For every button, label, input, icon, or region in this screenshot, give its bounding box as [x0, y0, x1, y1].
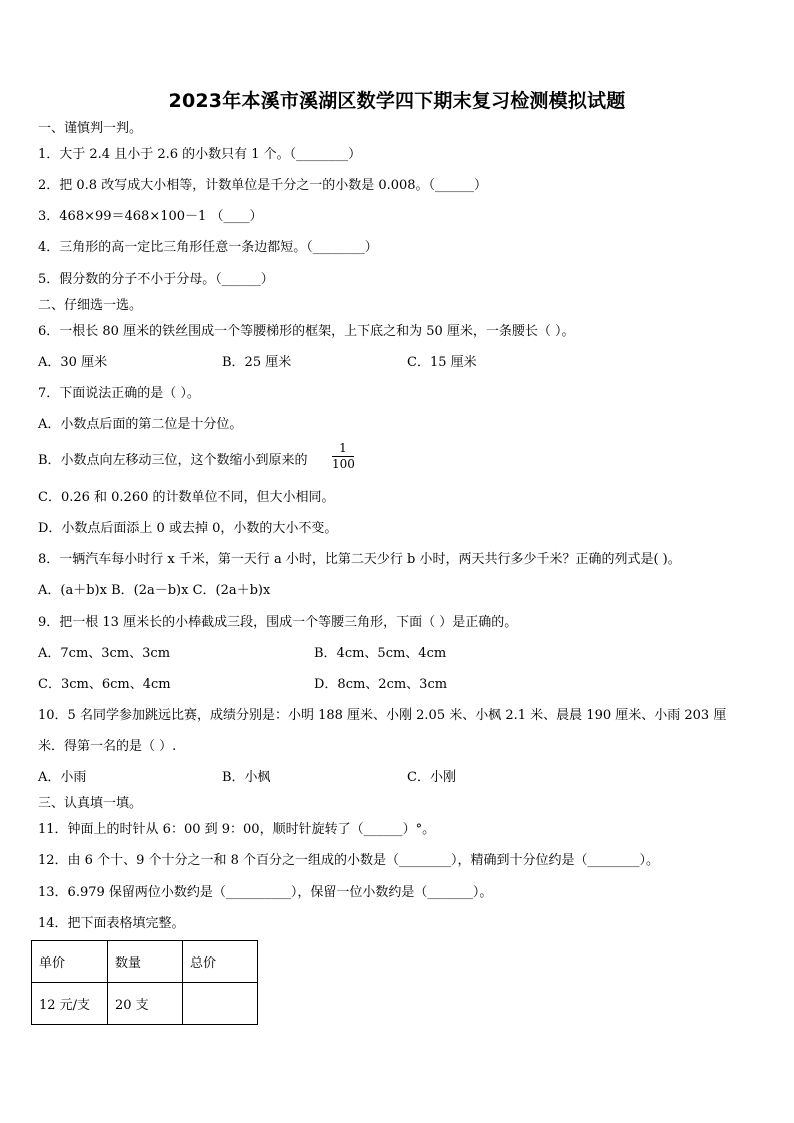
question-12: 12．由 6 个十、9 个十分之一和 8 个百分之一组成的小数是（________），精确到十分位约是（________）。 [38, 853, 660, 868]
question-9-option-a: A．7cm、3cm、3cm [38, 646, 171, 661]
question-7-option-a: A．小数点后面的第二位是十分位。 [38, 417, 243, 432]
question-7-option-d: D．小数点后面添上 0 或去掉 0，小数的大小不变。 [38, 521, 338, 536]
price-table [31, 940, 258, 1025]
question-9: 9．把一根 13 厘米长的小棒截成三段，围成一个等腰三角形，下面（ ）是正确的。 [38, 615, 518, 630]
header-total-price: 总价 [183, 941, 258, 983]
question-10-line-1: 10．5 名同学参加跳远比赛，成绩分别是：小明 188 厘米、小刚 2.05 米、小枫 2.1 米、晨晨 190 厘米、小雨 203 厘 [38, 708, 727, 723]
question-9-option-b: B．4cm、5cm、4cm [314, 646, 447, 661]
question-8: 8．一辆汽车每小时行 x 千米，第一天行 a 小时，比第二天少行 b 小时，两天共行多少千米？正确的列式是( )。 [38, 552, 681, 567]
header-unit-price: 单价 [32, 941, 108, 983]
question-3: 3．468×99＝468×100－1 （____） [38, 209, 263, 224]
page-title: 2023年本溪市溪湖区数学四下期末复习检测模拟试题 [168, 90, 626, 112]
question-9-option-c: C．3cm、6cm、4cm [38, 677, 171, 692]
cell-total-price-blank[interactable] [183, 983, 258, 1025]
question-8-options: A．(a＋b)x B．(2a－b)x C．(2a＋b)x [38, 583, 271, 598]
fraction-numerator: 1 [332, 441, 354, 457]
cell-unit-price: 12 元/支 [32, 983, 108, 1025]
question-6-option-b: B．25 厘米 [222, 355, 292, 370]
question-7-option-c: C．0.26 和 0.260 的计数单位不同，但大小相同。 [38, 490, 335, 505]
question-1: 1．大于 2.4 且小于 2.6 的小数只有 1 个。（________） [38, 147, 362, 162]
question-4: 4．三角形的高一定比三角形任意一条边都短。（________） [38, 240, 378, 255]
question-10-option-b: B．小枫 [222, 770, 271, 785]
question-7: 7．下面说法正确的是（ ）。 [38, 386, 200, 401]
question-9-option-d: D．8cm、2cm、3cm [314, 677, 448, 692]
question-6-option-c: C．15 厘米 [407, 355, 477, 370]
question-10-line-2: 米．得第一名的是（ ）. [38, 739, 177, 754]
question-5: 5．假分数的分子不小于分母。（______） [38, 272, 274, 287]
question-13: 13．6.979 保留两位小数约是（__________），保留一位小数约是（_______）。 [38, 885, 493, 900]
section-heading-choose: 二、仔细选一选。 [38, 298, 143, 313]
fraction-one-hundredth [332, 441, 354, 472]
question-7-option-b: B．小数点向左移动三位，这个数缩小到原来的 [38, 453, 308, 468]
fraction-denominator: 100 [332, 457, 355, 471]
section-heading-fill: 三、认真填一填。 [38, 796, 143, 811]
question-2: 2．把 0.8 改写成大小相等，计数单位是千分之一的小数是 0.008。（______） [38, 178, 488, 193]
section-heading-judge: 一、谨慎判一判。 [38, 121, 143, 136]
header-quantity: 数量 [108, 941, 183, 983]
cell-quantity: 20 支 [108, 983, 183, 1025]
question-11: 11．钟面上的时针从 6：00 到 9：00，顺时针旋转了（______）°。 [38, 822, 436, 837]
question-10-option-c: C．小刚 [407, 770, 456, 785]
question-14: 14．把下面表格填完整。 [38, 916, 185, 931]
question-10-option-a: A．小雨 [38, 770, 87, 785]
question-6: 6．一根长 80 厘米的铁丝围成一个等腰梯形的框架，上下底之和为 50 厘米，一条腰长（ ）。 [38, 324, 575, 339]
table-header-row [32, 941, 258, 983]
question-6-option-a: A．30 厘米 [38, 355, 108, 370]
table-row [32, 983, 258, 1025]
